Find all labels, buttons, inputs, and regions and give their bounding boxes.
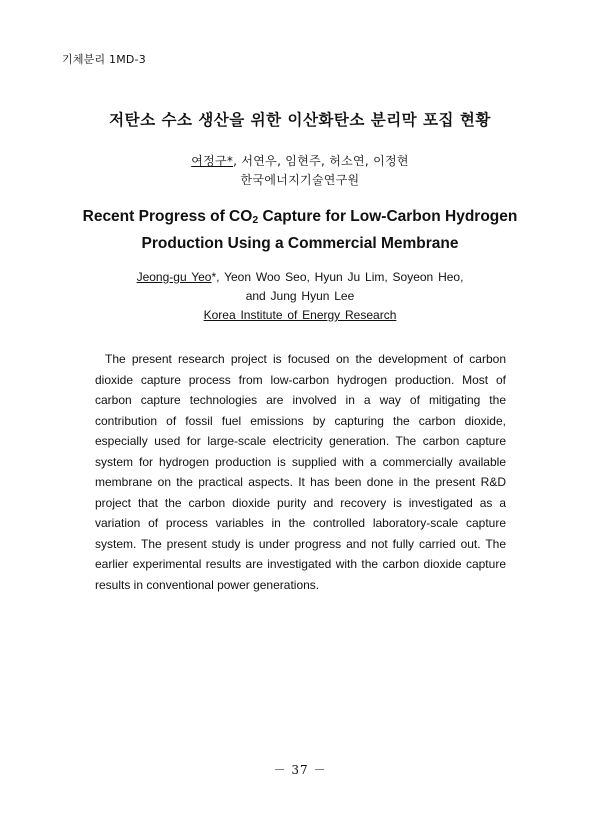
korean-authors [0, 152, 600, 169]
abstract-text: The present research project is focused on the development of carbon dioxide capture process from low-carbon hydrogen production. Most of carbon capture technologies are involved in a way of mitigating the contribution of fossil fuel emissions by capturing the carbon dioxide, especially used for large-scale electricity generation. The carbon capture system for hydrogen production is supplied with a commercially available membrane on the practical aspects. It has been done in the present R&D project that the carbon dioxide purity and recovery is investigated as a variation of process variables in the controlled laboratory-scale capture system. The present study is under progress and not fully carried out. The earlier experimental results are investigated with the carbon dioxide capture results in conventional power generations. [95, 352, 506, 592]
korean-presenting-author: 여정구* [191, 154, 234, 168]
korean-affiliation: 한국에너지기술연구원 [240, 173, 360, 187]
english-title-subscript: 2 [252, 214, 259, 226]
english-authors-line2: and Jung Hyun Lee [245, 289, 355, 303]
english-authors-line1-rest: *, Yeon Woo Seo, Hyun Ju Lim, Soyeon Heo, [211, 270, 464, 284]
english-title-line1-b: Capture for Low-Carbon Hydrogen [258, 208, 518, 225]
english-affiliation: Korea Institute of Energy Research [203, 308, 397, 322]
english-title [0, 205, 600, 256]
korean-other-authors: , 서연우, 임현주, 허소연, 이정현 [233, 154, 409, 168]
session-code: 기체분리 1MD-3 [62, 53, 146, 66]
page-number: － 37 － [273, 763, 327, 777]
english-authors [0, 268, 600, 325]
korean-title: 저탄소 수소 생산을 위한 이산화탄소 분리막 포집 현황 [109, 111, 491, 129]
english-presenting-author: Jeong-gu Yeo [136, 270, 212, 284]
english-title-line2: Production Using a Commercial Membrane [141, 235, 459, 252]
english-title-line1-a: Recent Progress of CO [82, 208, 253, 225]
